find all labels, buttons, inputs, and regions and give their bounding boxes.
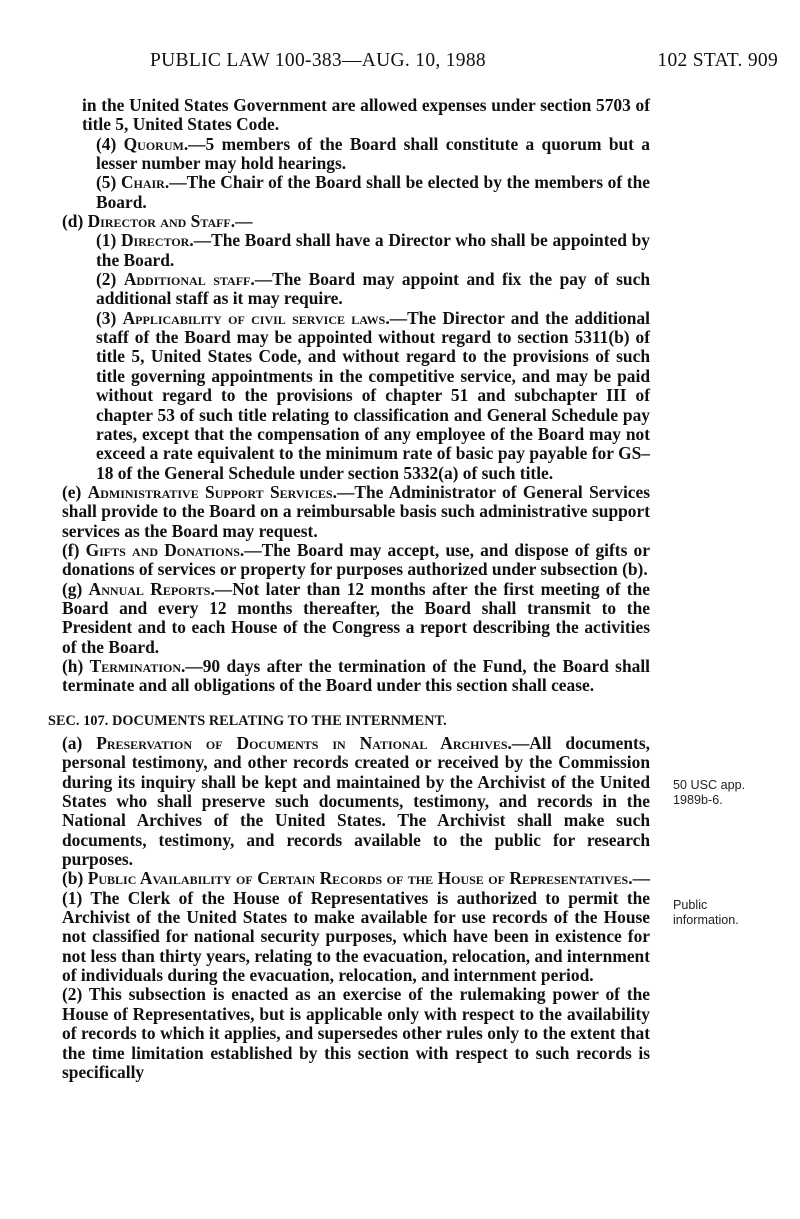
paragraph-text: .—5 members of the Board shall constitute a quorum but a lesser number may hold hearings. xyxy=(96,133,650,174)
paragraph-heading: Director and Staff xyxy=(87,211,231,232)
paragraph-heading: Additional staff xyxy=(123,269,251,290)
paragraph-number: (b) xyxy=(62,868,88,889)
paragraph-text: .—Not later than 12 months after the first meeting of the Board and every 12 months thereafter, the Board shall transmit to the President and to each House of the Congress a report describing the activities of the Board. xyxy=(62,578,650,657)
paragraph-number: (4) xyxy=(96,133,124,154)
paragraph-number: (1) xyxy=(96,230,121,251)
paragraph-heading: Gifts and Donations xyxy=(85,539,240,560)
paragraph-f-gifts xyxy=(48,541,650,580)
header-page-ref: 102 STAT. 909 xyxy=(657,50,778,71)
document-body xyxy=(48,96,650,1082)
paragraph-c3-continued xyxy=(82,96,650,135)
paragraph-number: (2) xyxy=(96,269,124,290)
margin-note-line: Public xyxy=(673,898,708,912)
paragraph-text: .—The Board may accept, use, and dispose of gifts or donations of services or property for purposes authorized under subsection (b). xyxy=(62,539,650,580)
margin-note-line: information. xyxy=(673,913,739,927)
paragraph-h-termination xyxy=(48,657,650,696)
paragraph-g-annual-reports xyxy=(48,580,650,657)
page-header xyxy=(0,50,800,76)
paragraph-text: .—The Board shall have a Director who shall be appointed by the Board. xyxy=(96,230,650,270)
paragraph-heading: Quorum xyxy=(123,133,184,154)
paragraph-text: .—(1) The Clerk of the House of Representatives is authorized to permit the Archivist of the United States to make available for use records of the House not classified for national security purposes, which have been in existence for not less than thirty years, relating to the evacuation, relocation, and internment of individuals during the evacuation, relocation, and internment period. xyxy=(62,868,650,986)
paragraph-text: .—The Director and the additional staff of the Board may be appointed without regard to section 5311(b) of title 5, United States Code, and without regard to the provisions of such title governing appointments in the competitive service, and may be paid without regard to the provisions of chapter 51 and subchapter III of chapter 53 of such title relating to classification and General Schedule pay rates, except that the compensation of any employee of the Board may not exceed a rate equivalent to the minimum rate of basic pay payable for GS–18 of the General Schedule under section 5332(a) of such title. xyxy=(96,307,650,483)
paragraph-number: (g) xyxy=(62,578,89,599)
paragraph-d3-civil-service xyxy=(82,309,650,483)
paragraph-text: in the United States Government are allowed expenses under section 5703 of title 5, United States Code. xyxy=(82,95,650,135)
paragraph-heading: Public Availability of Certain Records of the House of Representatives xyxy=(87,868,629,889)
paragraph-text: .—The Board may appoint and fix the pay of such additional staff as it may require. xyxy=(96,269,650,309)
paragraph-c5-chair xyxy=(82,173,650,212)
margin-note-public-information xyxy=(673,898,783,928)
paragraph-d1-director xyxy=(82,231,650,270)
paragraph-text: .—The Administrator of General Services shall provide to the Board on a reimbursable basis such administrative support services as the Board may request. xyxy=(62,481,650,541)
paragraph-number: (h) xyxy=(62,655,90,676)
paragraph-e-admin-support xyxy=(48,483,650,541)
paragraph-text: .—The Chair of the Board shall be elected by the members of the Board. xyxy=(96,172,650,212)
paragraph-text: .— xyxy=(230,211,253,232)
margin-note-usc-citation xyxy=(673,778,783,808)
paragraph-heading: Director xyxy=(121,230,190,251)
paragraph-number: (d) xyxy=(62,211,88,232)
paragraph-b2-rulemaking xyxy=(48,985,650,1082)
paragraph-text: .—All documents, personal testimony, and other records created or received by the Commission during its inquiry shall be kept and maintained by the Archivist of the United States who shall preserve such documents, testimony, and records in the National Archives of the United States. The Archivist shall make such documents, testimony, and records available to the public for research purposes. xyxy=(62,733,650,870)
paragraph-heading: Administrative Support Services xyxy=(87,481,333,502)
paragraph-number: (5) xyxy=(96,172,121,193)
paragraph-c4-quorum xyxy=(82,135,650,174)
paragraph-number: (a) xyxy=(62,733,97,753)
margin-note-line: 50 USC app. xyxy=(673,778,746,792)
paragraph-number: (e) xyxy=(62,481,88,502)
paragraph-number: (f) xyxy=(62,539,86,560)
header-title: PUBLIC LAW 100-383—AUG. 10, 1988 xyxy=(150,50,486,71)
margin-note-line: 1989b-6. xyxy=(673,793,723,807)
paragraph-number: (3) xyxy=(96,307,123,328)
paragraph-a-preservation xyxy=(48,734,650,869)
paragraph-text: (2) This subsection is enacted as an exercise of the rulemaking power of the House of Representatives, but is applicable only with respect to the availability of records to which it applies, and supersedes other rules only to the extent that the time limitation established by this section with respect to such records is specifically xyxy=(62,984,650,1082)
section-heading: SEC. 107. DOCUMENTS RELATING TO THE INTERNMENT. xyxy=(48,712,447,729)
paragraph-d2-additional-staff xyxy=(82,270,650,309)
paragraph-b-public-availability xyxy=(48,869,650,985)
paragraph-d-director-staff xyxy=(62,212,650,231)
paragraph-heading: Termination xyxy=(89,655,181,676)
paragraph-heading: Annual Reports xyxy=(88,578,211,599)
paragraph-text: .—90 days after the termination of the Fund, the Board shall terminate and all obligations of the Board under this section shall cease. xyxy=(62,655,650,696)
paragraph-heading: Preservation of Documents in National Archives xyxy=(96,733,508,753)
paragraph-heading: Chair xyxy=(120,172,165,193)
paragraph-heading: Applicability of civil service laws xyxy=(122,307,386,328)
